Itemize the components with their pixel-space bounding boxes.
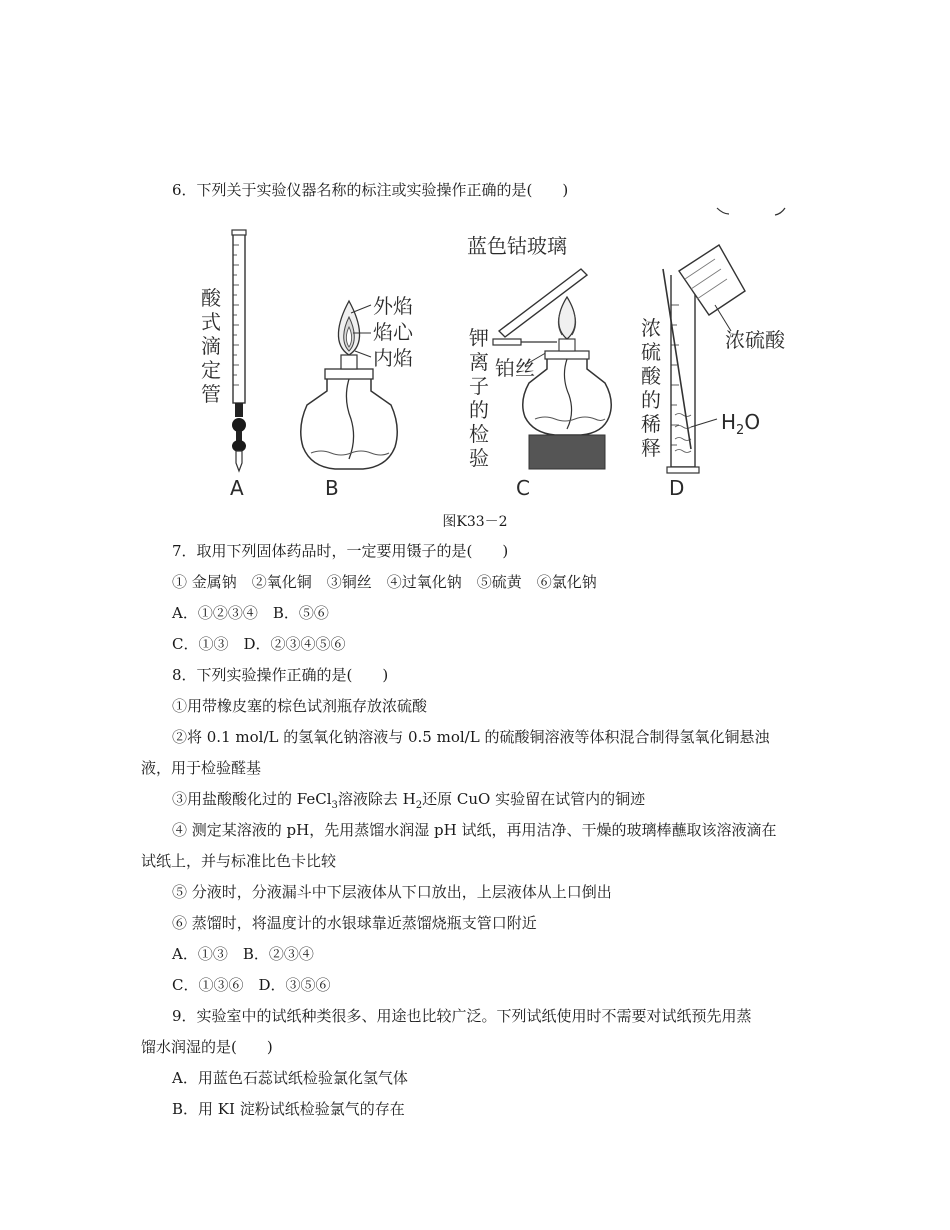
question-8-statement-4-cont: 试纸上，并与标准比色卡比较 xyxy=(141,852,337,870)
alcohol-lamp-icon xyxy=(523,297,612,469)
question-7-items: ① 金属钠 ②氧化铜 ③铜丝 ④过氧化钠 ⑤硫黄 ⑥氯化钠 xyxy=(172,573,597,591)
question-8-statement-6: ⑥ 蒸馏时，将温度计的水银球靠近蒸馏烧瓶支管口附近 xyxy=(172,914,537,932)
dilution-label-char: 的 xyxy=(641,388,661,412)
question-8-statement-5: ⑤ 分液时，分液漏斗中下层液体从下口放出，上层液体从上口倒出 xyxy=(172,883,612,901)
panel-letter-d: D xyxy=(669,476,685,500)
question-8-options-cd: C．①③⑥ D．③⑤⑥ xyxy=(172,976,331,994)
flame-test-label-char: 子 xyxy=(469,374,489,398)
dilution-label-char: 稀 xyxy=(641,412,661,436)
question-8-statement-2: ②将 0.1 mol/L 的氢氧化钠溶液与 0.5 mol/L 的硫酸铜溶液等体积混合制得氢氧化铜悬浊 xyxy=(172,728,770,746)
question-8-statement-1: ①用带橡皮塞的棕色试剂瓶存放浓硫酸 xyxy=(172,697,428,715)
burette-label-char: 滴 xyxy=(201,334,221,358)
burette-label-char: 式 xyxy=(201,310,221,334)
panel-letter-b: B xyxy=(325,476,339,500)
platinum-wire-icon xyxy=(493,339,557,345)
dilution-label-char: 浓 xyxy=(641,316,661,340)
question-6-stem: 6．下列关于实验仪器名称的标注或实验操作正确的是( ) xyxy=(172,181,569,199)
flame-test-label-char: 钾 xyxy=(469,326,489,350)
question-9-option-a: A．用蓝色石蕊试纸检验氯化氢气体 xyxy=(172,1069,408,1087)
question-9-option-b: B．用 KI 淀粉试纸检验氯气的存在 xyxy=(172,1100,405,1118)
flame-test-label-char: 的 xyxy=(469,398,489,422)
burette-label-char: 酸 xyxy=(201,286,221,310)
burette-label-char: 定 xyxy=(201,358,221,382)
inner-flame-label: 内焰 xyxy=(373,346,413,370)
question-7-stem: 7．取用下列固体药品时，一定要用镊子的是( ) xyxy=(172,542,509,560)
flame-test-label-char: 离 xyxy=(469,350,489,374)
graduated-cylinder-icon xyxy=(663,269,699,473)
question-8-statement-4: ④ 测定某溶液的 pH，先用蒸馏水润湿 pH 试纸，再用洁净、干燥的玻璃棒蘸取该溶液滴在 xyxy=(172,821,777,839)
burette-label-char: 管 xyxy=(201,382,221,406)
question-8-statement-2-cont: 液，用于检验醛基 xyxy=(141,759,262,777)
figure-caption: 图K33－2 xyxy=(442,514,508,530)
apparatus-figure xyxy=(185,205,825,505)
dilution-label-char: 释 xyxy=(641,436,661,460)
question-9-stem: 9．实验室中的试纸种类很多、用途也比较广泛。下列试纸使用时不需要对试纸预先用蒸 xyxy=(172,1007,752,1025)
panel-letter-a: A xyxy=(230,476,244,500)
panel-letter-c: C xyxy=(516,476,530,500)
cobalt-glass-label: 蓝色钴玻璃 xyxy=(467,234,567,258)
acid-burette-icon xyxy=(232,230,246,471)
question-8-stem: 8．下列实验操作正确的是( ) xyxy=(172,666,389,684)
flame-test-label-char: 检 xyxy=(469,422,489,446)
water-label: $H_2O$ xyxy=(721,410,761,438)
dilution-label-char: 硫 xyxy=(641,340,661,364)
platinum-wire-label: 铂丝 xyxy=(495,356,535,380)
question-9-stem-cont: 馏水润湿的是( ) xyxy=(141,1038,273,1056)
flame-core-label: 焰心 xyxy=(373,320,413,344)
question-8-options-ab: A．①③ B．②③④ xyxy=(172,945,314,963)
conc-acid-label: 浓硫酸 xyxy=(725,328,785,352)
question-7-options-ab: A．①②③④ B．⑤⑥ xyxy=(172,604,329,622)
dilution-label-char: 酸 xyxy=(641,364,661,388)
question-8-statement-3: ③用盐酸酸化过的 FeCl$_3$溶液除去 $H_2$还原 CuO 实验留在试管内的铜迹 xyxy=(172,790,646,811)
flame-test-label-char: 验 xyxy=(469,446,489,470)
question-7-options-cd: C．①③ D．②③④⑤⑥ xyxy=(172,635,346,653)
outer-flame-label: 外焰 xyxy=(373,294,413,318)
